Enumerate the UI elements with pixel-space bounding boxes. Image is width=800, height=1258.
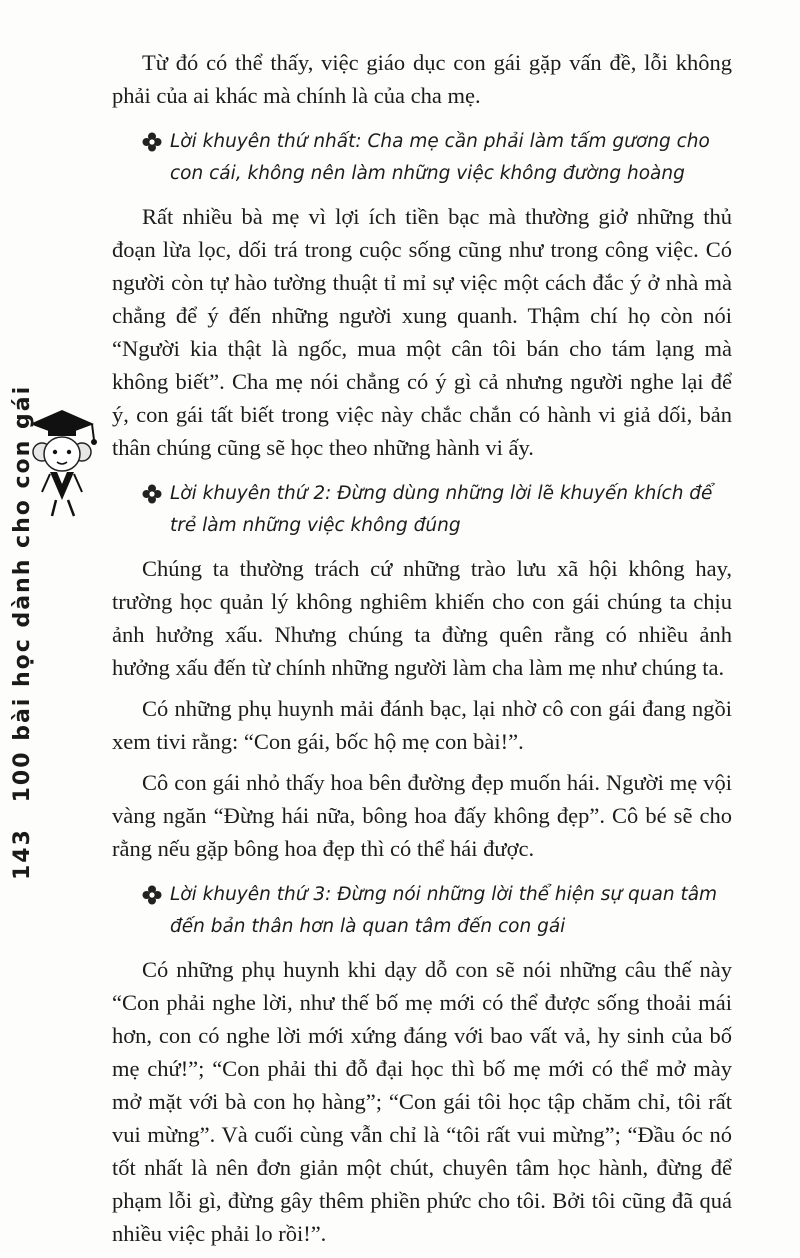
advice-heading-1	[112, 126, 732, 190]
paragraph: Có những phụ huynh khi dạy dỗ con sẽ nói những câu thế này “Con phải nghe lời, như thế bố mẹ mới có thể được sống thoải mái hơn, con có nghe lời mới xứng đáng với bao vất vả, hy sinh của bố mẹ chứ!”; “Con phải thi đỗ đại học thì bố mẹ mới có thể mở mày mở mặt với bà con họ hàng”; “Con gái tôi học tập chăm chỉ, tôi rất vui mừng”. Và cuối cùng vẫn chỉ là “tôi rất vui mừng”; “Đầu óc nó tốt nhất là nên đơn giản một chút, chuyên tâm học hành, đừng để phạm lỗi gì, đừng gây thêm phiền phức cho tôi. Bởi tôi cũng đã quá nhiều việc phải lo rồi!”.	[112, 957, 732, 1246]
advice-heading-2	[112, 478, 732, 542]
side-header	[10, 385, 35, 880]
flower-bullet-icon	[142, 885, 162, 905]
advice-heading-3	[112, 879, 732, 943]
paragraph: Từ đó có thể thấy, việc giáo dục con gái gặp vấn đề, lỗi không phải của ai khác mà chính là của cha mẹ.	[112, 50, 732, 108]
body-text	[112, 46, 732, 1258]
page-number: 143	[10, 828, 35, 880]
flower-bullet-icon	[142, 484, 162, 504]
paragraph: Cô con gái nhỏ thấy hoa bên đường đẹp muốn hái. Người mẹ vội vàng ngăn “Đừng hái nữa, bông hoa đấy không đẹp”. Cô bé sẽ cho rằng nếu gặp bông hoa đẹp thì có thể hái được.	[112, 770, 732, 861]
paragraph: Có những phụ huynh mải đánh bạc, lại nhờ cô con gái đang ngồi xem tivi rằng: “Con gái, bốc hộ mẹ con bài!”.	[112, 696, 732, 754]
paragraph: Rất nhiều bà mẹ vì lợi ích tiền bạc mà thường giở những thủ đoạn lừa lọc, dối trá trong cuộc sống cũng như trong công việc. Có người còn tự hào tường thuật tỉ mỉ sự việc một cách đắc ý ở nhà mà chẳng để ý đến những người xung quanh. Thậm chí họ còn nói “Người kia thật là ngốc, mua một cân tôi bán cho tám lạng mà không biết”. Cha mẹ nói chẳng có ý gì cả nhưng người nghe lại để ý, con gái tất biết trong việc này chắc chắn có hành vi giả dối, bản thân chúng cũng sẽ học theo những hành vi ấy.	[112, 204, 732, 460]
book-title: 100 bài học dành cho con gái	[10, 384, 35, 803]
advice-text: Lời khuyên thứ 2: Đừng dùng những lời lẽ khuyến khích để trẻ làm những việc không đúng	[170, 483, 713, 536]
advice-text: Lời khuyên thứ 3: Đừng nói những lời thể hiện sự quan tâm đến bản thân hơn là quan tâm đến con gái	[170, 884, 718, 937]
paragraph: Chúng ta thường trách cứ những trào lưu xã hội không hay, trường học quản lý không nghiêm khiến cho con gái chúng ta chịu ảnh hưởng xấu. Nhưng chúng ta đừng quên rằng có nhiều ảnh hưởng xấu đến từ chính những người làm cha làm mẹ như chúng ta.	[112, 556, 732, 680]
flower-bullet-icon	[142, 132, 162, 152]
advice-text: Lời khuyên thứ nhất: Cha mẹ cần phải làm tấm gương cho con cái, không nên làm những việc không đường hoàng	[170, 131, 710, 184]
